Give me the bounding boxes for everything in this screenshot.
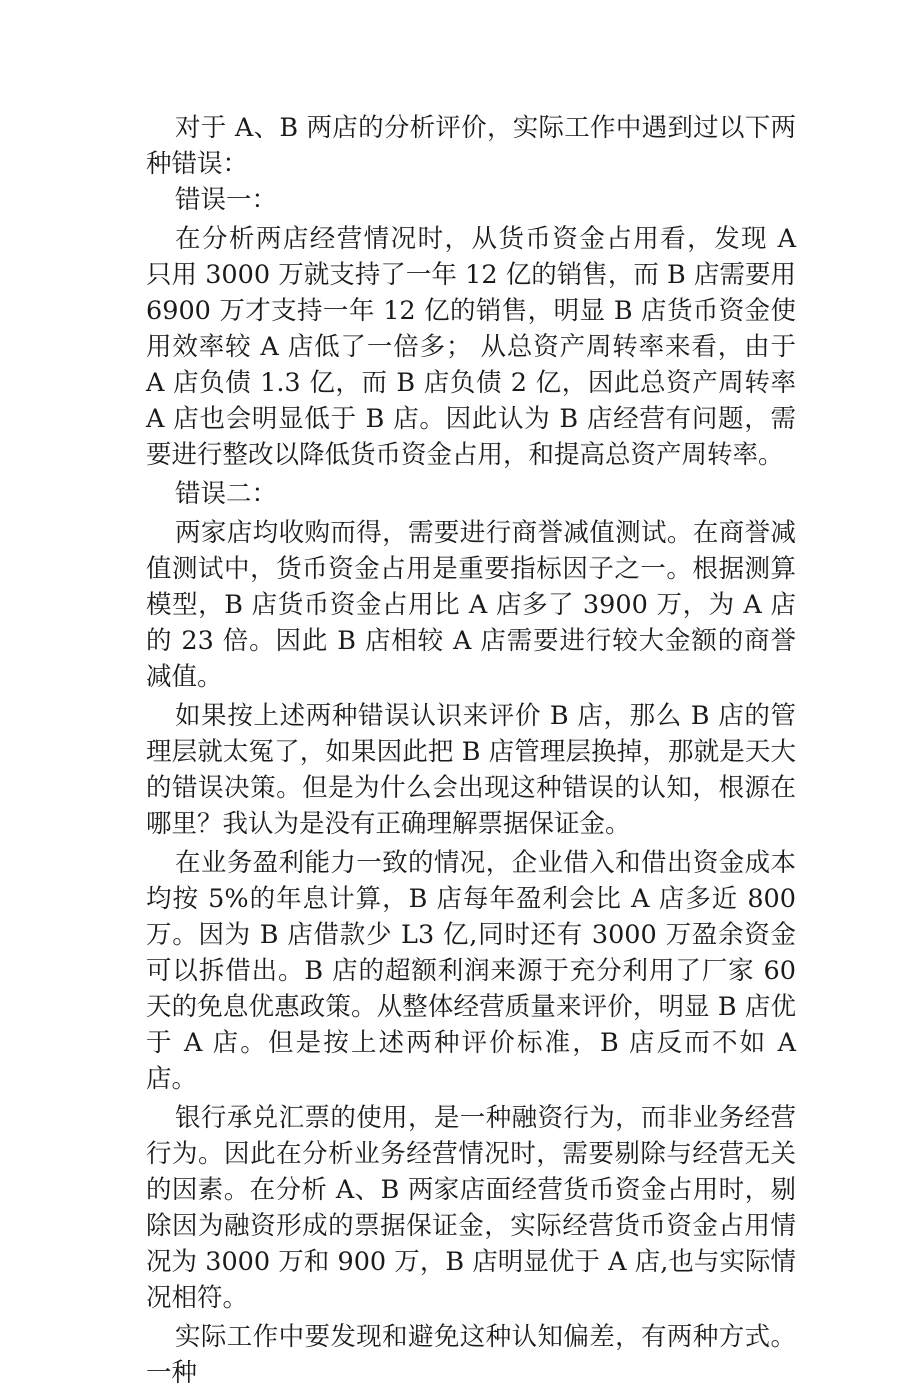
error-one-paragraph: 在分析两店经营情况时，从货币资金占用看，发现 A 只用 3000 万就支持了一年 12 亿的销售，而 B 店需要用 6900 万才支持一年 12 亿的销售，明显 B 店货币资金使用效率较 A 店低了一倍多； 从总资产周转率来看，由于 A 店负债 1.3 亿，而 B 店负债 2 亿，因此总资产周转率 A 店也会明显低于 B 店。因此认为 B 店经营有问题，需要进行整改以降低货币资金占用，和提高总资产周转率。 (146, 224, 796, 470)
intro-paragraph: 对于 A、B 两店的分析评价，实际工作中遇到过以下两种错误： (146, 113, 796, 179)
closing-paragraph: 实际工作中要发现和避免这种认知偏差，有两种方式。一种 (146, 1322, 796, 1388)
error-two-heading: 错误二： (175, 479, 278, 509)
acceptance-bill-paragraph: 银行承兑汇票的使用，是一种融资行为，而非业务经营行为。因此在分析业务经营情况时，需要剔除与经营无关的因素。在分析 A、B 两家店面经营货币资金占用时，剔除因为融资形成的票据保证金，实际经营货币资金占用情况为 3000 万和 900 万，B 店明显优于 A 店,也与实际情况相符。 (146, 1103, 796, 1313)
management-paragraph: 如果按上述两种错误认识来评价 B 店，那么 B 店的管理层就太冤了，如果因此把 B 店管理层换掉，那就是天大的错误决策。但是为什么会出现这种错误的认知，根源在哪里？我认为是没有正确理解票据保证金。 (146, 701, 796, 839)
document-body (146, 110, 796, 1391)
profitability-paragraph: 在业务盈利能力一致的情况，企业借入和借出资金成本均按 5%的年息计算，B 店每年盈利会比 A 店多近 800 万。因为 B 店借款少 L3 亿,同时还有 3000 万盈余资金可以拆借出。B 店的超额利润来源于充分利用了厂家 60 天的免息优惠政策。从整体经营质量来评价，明显 B 店优于 A 店。但是按上述两种评价标准，B 店反而不如 A 店。 (146, 848, 796, 1094)
error-one-heading: 错误一： (175, 185, 278, 215)
error-two-paragraph: 两家店均收购而得，需要进行商誉减值测试。在商誉减值测试中，货币资金占用是重要指标因子之一。根据测算模型，B 店货币资金占用比 A 店多了 3900 万，为 A 店的 23 倍。因此 B 店相较 A 店需要进行较大金额的商誉减值。 (146, 518, 796, 692)
